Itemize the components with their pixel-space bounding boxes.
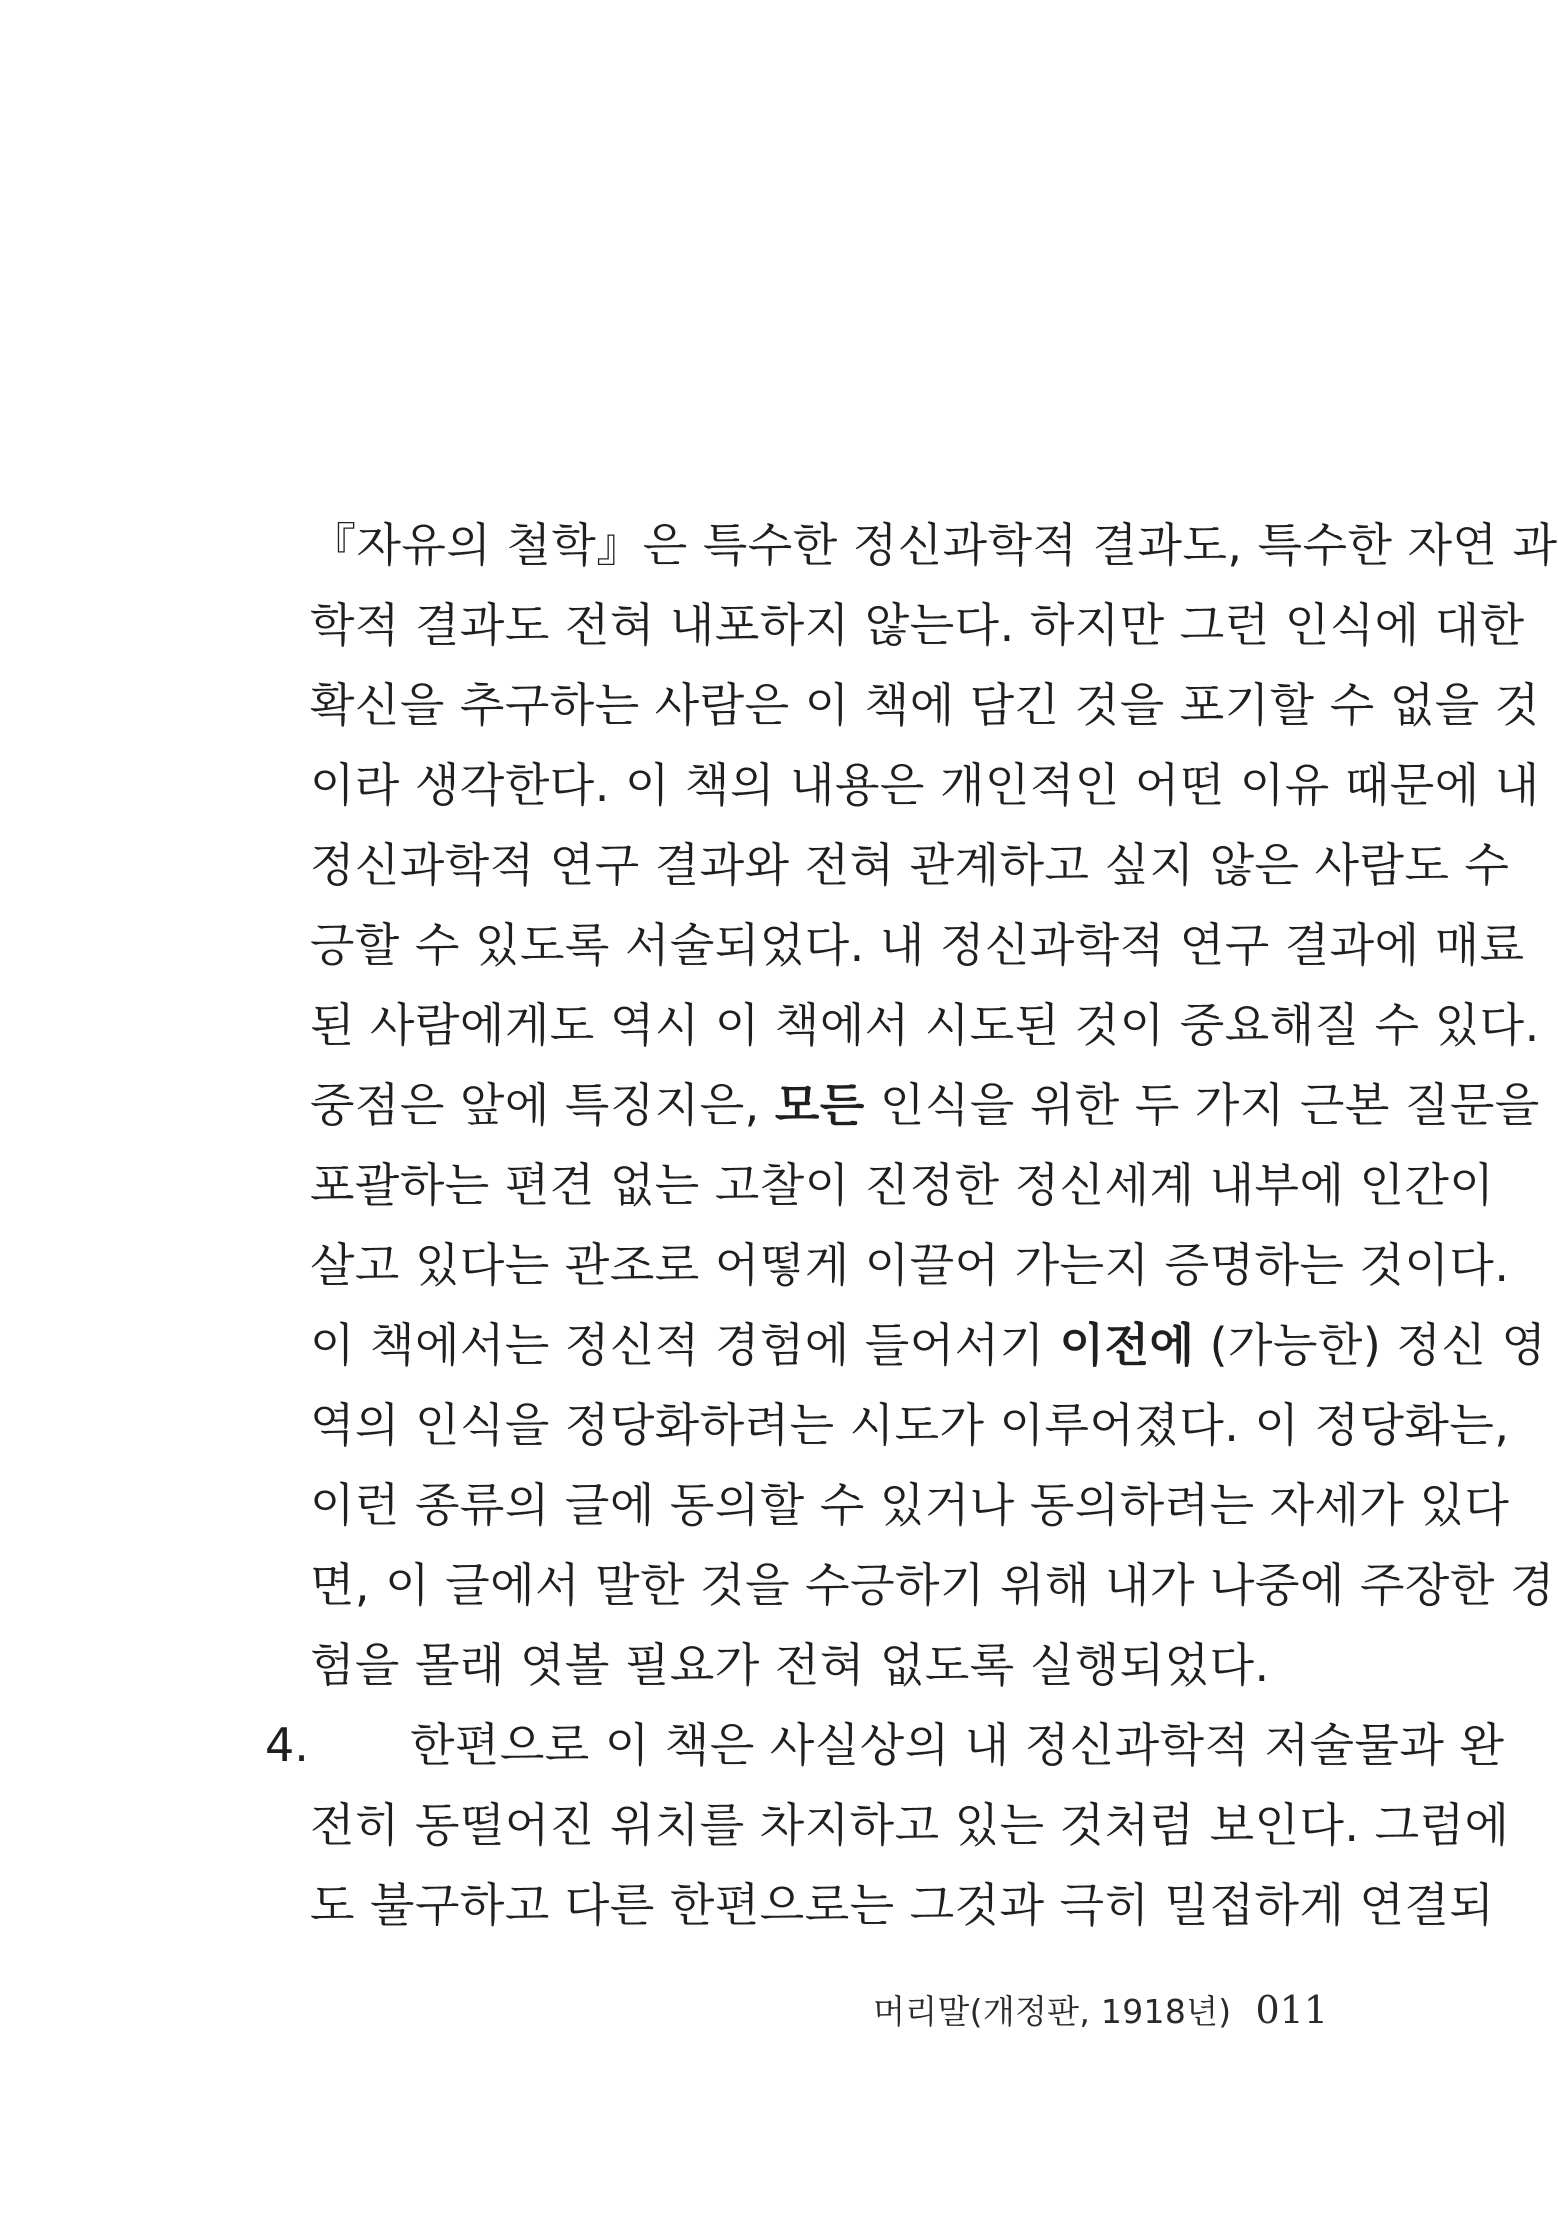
text-line: 이런 종류의 글에 동의할 수 있거나 동의하려는 자세가 있다 bbox=[310, 1478, 1510, 1532]
text-line: 험을 몰래 엿볼 필요가 전혀 없도록 실행되었다. bbox=[310, 1638, 1270, 1692]
text-line: 한편으로 이 책은 사실상의 내 정신과학적 저술물과 완 bbox=[410, 1718, 1505, 1772]
text-segment: 인식을 위한 두 가지 근본 질문을 bbox=[864, 1078, 1540, 1132]
emphasis-text: 이전에 bbox=[1059, 1318, 1195, 1372]
section-number: 4. bbox=[265, 1718, 309, 1772]
text-line: 학적 결과도 전혀 내포하지 않는다. 하지만 그런 인식에 대한 bbox=[310, 598, 1525, 652]
text-segment: 이 책에서는 정신적 경험에 들어서기 bbox=[310, 1318, 1060, 1372]
text-line bbox=[310, 1065, 1540, 1145]
text-line: 포괄하는 편견 없는 고찰이 진정한 정신세계 내부에 인간이 bbox=[310, 1158, 1495, 1212]
text-line: 확신을 추구하는 사람은 이 책에 담긴 것을 포기할 수 없을 것 bbox=[310, 678, 1540, 732]
text-segment: 중점은 앞에 특징지은, bbox=[310, 1078, 775, 1132]
text-line: 이라 생각한다. 이 책의 내용은 개인적인 어떤 이유 때문에 내 bbox=[310, 758, 1540, 812]
page-footer bbox=[873, 1980, 1328, 2040]
text-line: 면, 이 글에서 말한 것을 수긍하기 위해 내가 나중에 주장한 경 bbox=[310, 1558, 1555, 1612]
text-segment: (가능한) 정신 영 bbox=[1194, 1318, 1547, 1372]
text-line: 전히 동떨어진 위치를 차지하고 있는 것처럼 보인다. 그럼에 bbox=[310, 1798, 1510, 1852]
text-line: 『자유의 철학』은 특수한 정신과학적 결과도, 특수한 자연 과 bbox=[310, 518, 1558, 572]
text-line: 된 사람에게도 역시 이 책에서 시도된 것이 중요해질 수 있다. bbox=[310, 998, 1540, 1052]
text-line: 정신과학적 연구 결과와 전혀 관계하고 싶지 않은 사람도 수 bbox=[310, 838, 1510, 892]
text-line: 역의 인식을 정당화하려는 시도가 이루어졌다. 이 정당화는, bbox=[310, 1398, 1510, 1452]
text-line: 살고 있다는 관조로 어떻게 이끌어 가는지 증명하는 것이다. bbox=[310, 1238, 1510, 1292]
text-line bbox=[310, 1305, 1547, 1385]
emphasis-text: 모든 bbox=[774, 1078, 865, 1132]
page-number: 011 bbox=[1255, 1988, 1328, 2032]
text-line: 도 불구하고 다른 한편으로는 그것과 극히 밀접하게 연결되 bbox=[310, 1878, 1495, 1932]
text-line: 긍할 수 있도록 서술되었다. 내 정신과학적 연구 결과에 매료 bbox=[310, 918, 1525, 972]
running-head: 머리말(개정판, 1918년) bbox=[873, 1992, 1232, 2031]
